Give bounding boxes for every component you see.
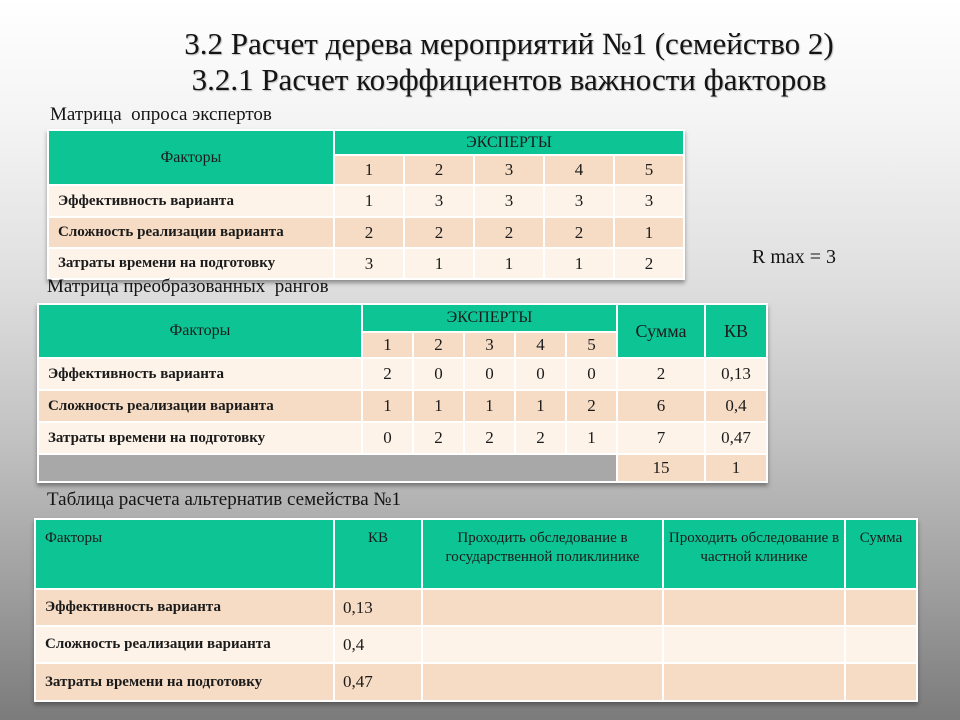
t2-row-factor: Затраты времени на подготовку [39,423,361,453]
t2-expert-id: 1 [363,333,412,357]
t2-cell: 2 [567,391,616,421]
t1-cell: 2 [335,218,403,247]
t2-row-sum: 2 [618,359,704,389]
t1-cell: 2 [545,218,613,247]
t2-total-kv: 1 [706,455,766,481]
t1-cell: 1 [335,186,403,216]
t1-expert-id: 3 [475,156,543,184]
t2-cell: 1 [465,391,514,421]
expert-survey-matrix-caption: Матрица опроса экспертов [50,104,272,125]
t2-row-kv: 0,47 [706,423,766,453]
t2-expert-id: 3 [465,333,514,357]
t1-cell: 2 [615,249,683,278]
t2-total-spacer [39,455,616,481]
t1-cell: 3 [335,249,403,278]
r-max-annotation: R max = 3 [752,246,837,268]
t1-cell: 1 [405,249,473,278]
t2-expert-id: 2 [414,333,463,357]
t2-row-kv: 0,13 [706,359,766,389]
t1-expert-id: 4 [545,156,613,184]
t3-row-alt2 [664,664,844,700]
transformed-ranks-matrix-table [37,303,768,483]
t2-cell: 2 [516,423,565,453]
slide-title-line1: 3.2 Расчет дерева мероприятий №1 (семейство 2) [184,26,834,61]
t1-cell: 2 [405,218,473,247]
t2-cell: 0 [414,359,463,389]
t3-row-alt2 [664,590,844,625]
t2-cell: 0 [516,359,565,389]
t2-cell: 1 [414,391,463,421]
t1-cell: 1 [475,249,543,278]
t2-cell: 2 [363,359,412,389]
t2-cell: 0 [465,359,514,389]
t1-row-factor: Сложность реализации варианта [49,218,333,247]
t3-header-alt1: Проходить обследование в государственной поликлинике [423,520,662,588]
t2-cell: 1 [516,391,565,421]
t2-row-kv: 0,4 [706,391,766,421]
t2-expert-id: 4 [516,333,565,357]
t1-header-experts: ЭКСПЕРТЫ [335,131,683,154]
t1-row-factor: Затраты времени на подготовку [49,249,333,278]
t3-row-sum [846,664,916,700]
t2-row-factor: Сложность реализации варианта [39,391,361,421]
t1-cell: 3 [405,186,473,216]
t2-cell: 2 [414,423,463,453]
t1-cell: 3 [615,186,683,216]
transformed-ranks-matrix-caption: Матрица преобразованных рангов [47,276,329,297]
t1-expert-id: 2 [405,156,473,184]
slide-title [58,26,960,98]
t3-row-sum [846,590,916,625]
t1-cell: 1 [615,218,683,247]
t3-row-alt1 [423,590,662,625]
t1-cell: 2 [475,218,543,247]
t2-header-kv: КВ [706,305,766,357]
t2-cell: 0 [567,359,616,389]
t1-expert-id: 1 [335,156,403,184]
t2-cell: 1 [363,391,412,421]
t2-expert-id: 5 [567,333,616,357]
alternatives-table-caption: Таблица расчета альтернатив семейства №1 [47,489,402,510]
t3-header-kv: КВ [335,520,421,588]
t3-row-kv: 0,13 [335,590,421,625]
t2-header-sum: Сумма [618,305,704,357]
t3-row-factor: Затраты времени на подготовку [36,664,333,700]
t3-header-factors: Факторы [36,520,333,588]
t1-row-factor: Эффективность варианта [49,186,333,216]
t3-row-factor: Эффективность варианта [36,590,333,625]
t2-cell: 1 [567,423,616,453]
t2-row-sum: 6 [618,391,704,421]
t2-row-factor: Эффективность варианта [39,359,361,389]
t3-row-alt1 [423,664,662,700]
t3-row-factor: Сложность реализации варианта [36,627,333,662]
expert-survey-matrix-table [47,129,685,280]
t2-cell: 0 [363,423,412,453]
t2-row-sum: 7 [618,423,704,453]
t1-cell: 3 [475,186,543,216]
t3-row-alt1 [423,627,662,662]
t3-header-alt2: Проходить обследование в частной клинике [664,520,844,588]
t3-row-kv: 0,47 [335,664,421,700]
t2-cell: 2 [465,423,514,453]
t3-row-alt2 [664,627,844,662]
slide-title-line2: 3.2.1 Расчет коэффициентов важности факторов [191,62,827,97]
t2-header-factors: Факторы [39,305,361,357]
t1-expert-id: 5 [615,156,683,184]
t2-header-experts: ЭКСПЕРТЫ [363,305,616,331]
alternatives-calculation-table [34,518,918,702]
t3-header-sum: Сумма [846,520,916,588]
t1-cell: 1 [545,249,613,278]
t1-cell: 3 [545,186,613,216]
t1-header-factors: Факторы [49,131,333,184]
t3-row-kv: 0,4 [335,627,421,662]
t3-row-sum [846,627,916,662]
t2-total-sum: 15 [618,455,704,481]
